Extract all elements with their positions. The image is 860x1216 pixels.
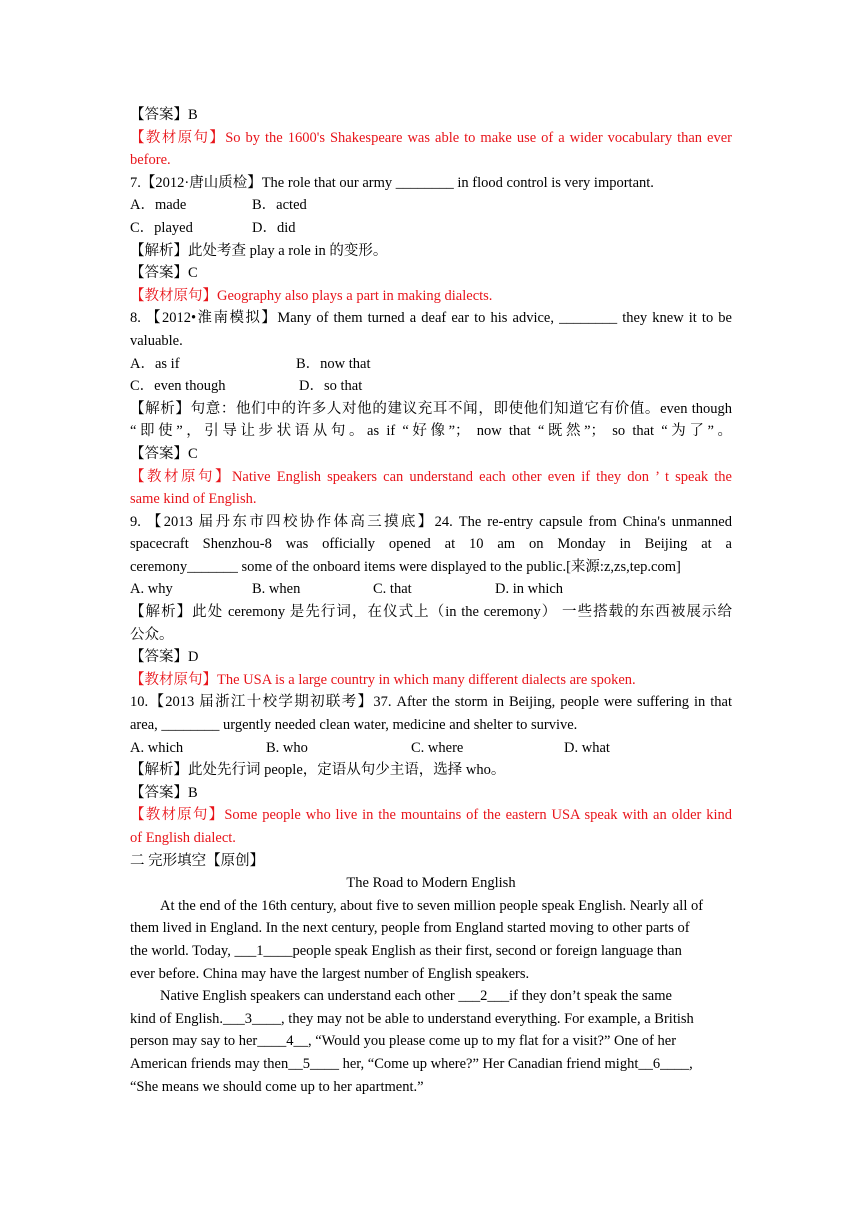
text-line: 【答案】B <box>130 107 198 123</box>
text-line: 二 完形填空【原创】 <box>130 852 265 869</box>
textbook-source-line: 【教材原句】Geography also plays a part in making dialects. <box>130 287 493 304</box>
passage-paragraph-1 <box>130 895 732 985</box>
answer-options <box>130 737 732 760</box>
text-line: 【答案】D <box>130 649 199 666</box>
textbook-source-line: 【教材原句】So by the 1600's Shakespeare was able to make use of a wider vocabulary than ever <box>130 129 732 146</box>
textbook-source-line: 【教材原句】Native English speakers can understand each other even if they don ’ t speak the <box>130 468 732 485</box>
answer-options <box>130 194 732 217</box>
passage-line: Native English speakers can understand each other ___2___if they don’t speak the same <box>160 988 672 1005</box>
text-line: 8. 【2012•淮南模拟】Many of them turned a deaf ear to his advice, ________ they knew it to be <box>130 310 732 327</box>
answer-option: D. in which <box>495 581 564 598</box>
answer-options <box>130 375 732 398</box>
textbook-source-line: 【教材原句】The USA is a large country in which many different dialects are spoken. <box>130 671 636 688</box>
text-line: 【解析】句意：他们中的许多人对他的建议充耳不闻，即使他们知道它有价值。even though <box>130 400 732 417</box>
text-line: 7.【2012·唐山质检】The role that our army ________ in flood control is very important. <box>130 174 654 191</box>
textbook-source-line: 【教材原句】Some people who live in the mountains of the eastern USA speak with an older kind <box>130 807 732 824</box>
answer-option: B．acted <box>252 197 307 214</box>
answer-option: A．made <box>130 197 187 214</box>
answer-option: D. what <box>564 739 610 756</box>
answer-option: A. which <box>130 739 184 756</box>
text-line: 9. 【2013 届丹东市四校协作体高三摸底】24. The re-entry capsule from China's unmanned <box>130 513 732 530</box>
text-line: 【答案】C <box>130 445 198 462</box>
answer-options <box>130 353 732 376</box>
question-section <box>130 104 732 872</box>
textbook-source-line: before. <box>130 152 171 169</box>
answer-options <box>130 578 732 601</box>
answer-option: D．so that <box>299 378 363 395</box>
textbook-source-line: of English dialect. <box>130 830 236 846</box>
text-line: 公众。 <box>130 626 174 643</box>
text-line: ceremony_______ some of the onboard items were displayed to the public.[来源:z,zs,tep.com] <box>130 558 681 575</box>
answer-option: C．played <box>130 219 193 236</box>
text-line: 【解析】此处 ceremony 是先行词，在仪式上（in the ceremony） 一些搭载的东西被展示给 <box>130 604 732 621</box>
passage-line: the world. Today, ___1____people speak English as their first, second or foreign language than <box>130 942 682 959</box>
answer-option: C. where <box>411 739 464 756</box>
text-line: 【解析】此处考查 play a role in 的变形。 <box>130 242 388 259</box>
passage-line: “She means we should come up to her apartment.” <box>130 1078 424 1095</box>
answer-option: C．even though <box>130 378 226 395</box>
text-line: area, ________ urgently needed clean water, medicine and shelter to survive. <box>130 717 578 734</box>
textbook-source-line: same kind of English. <box>130 491 257 508</box>
passage-line: them lived in England. In the next century, people from England started moving to other parts of <box>130 920 690 937</box>
answer-option: B. when <box>252 581 301 598</box>
document-page <box>130 104 732 1098</box>
text-line: valuable. <box>130 332 183 349</box>
passage-line: kind of English.___3____, they may not be able to understand everything. For example, a British <box>130 1010 694 1027</box>
text-line: 10.【2013 届浙江十校学期初联考】37. After the storm in Beijing, people were suffering in that <box>130 694 732 711</box>
text-line: spacecraft Shenzhou-8 was officially opened at 10 am on Monday in Beijing at a <box>130 536 732 553</box>
text-line: 【答案】C <box>130 265 198 282</box>
passage-line: American friends may then__5____ her, “Come up where?” Her Canadian friend might__6____, <box>130 1055 693 1072</box>
answer-option: D．did <box>252 219 296 236</box>
passage-paragraph-2 <box>130 985 732 1098</box>
answer-option: B．now that <box>296 355 371 372</box>
passage-line: At the end of the 16th century, about five to seven million people speak English. Nearly all of <box>160 897 704 914</box>
passage-title: The Road to Modern English <box>346 875 516 892</box>
answer-option: B. who <box>266 739 308 756</box>
text-line: 【答案】B <box>130 784 198 801</box>
text-line: “即使”，引导让步状语从句。as if “好像”； now that “既然”； so that “为了”。 <box>130 423 732 440</box>
answer-options <box>130 217 732 240</box>
answer-option: A. why <box>130 581 173 598</box>
text-line: 【解析】此处先行词 people，定语从句少主语，选择 who。 <box>130 762 506 779</box>
answer-option: C. that <box>373 581 412 598</box>
passage-line: ever before. China may have the largest number of English speakers. <box>130 965 530 982</box>
answer-option: A．as if <box>130 355 180 372</box>
passage-line: person may say to her____4__, “Would you please come up to my flat for a visit?” One of her <box>130 1033 677 1050</box>
